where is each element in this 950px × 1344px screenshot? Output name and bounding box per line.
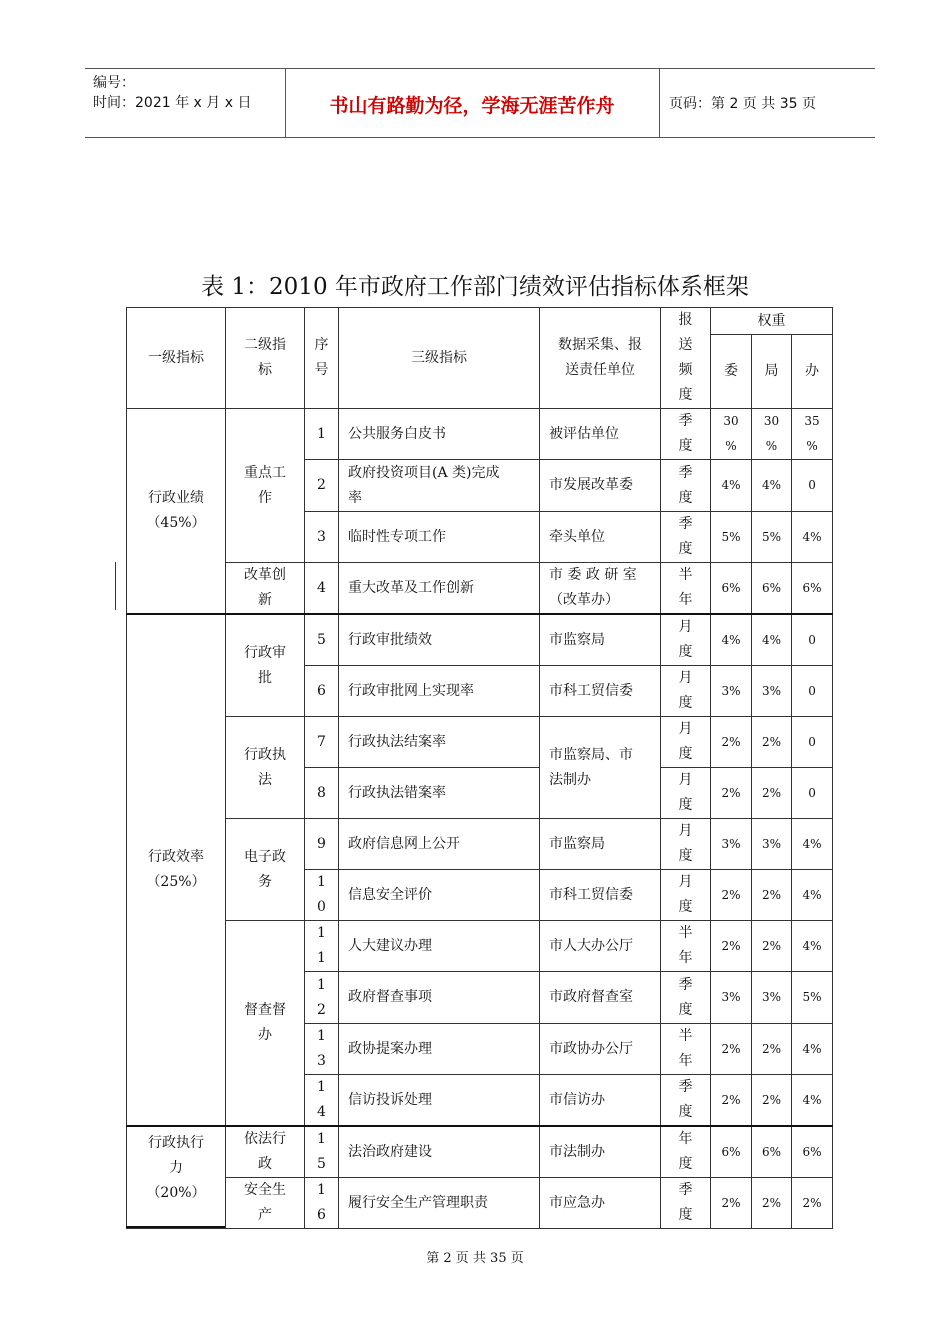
unit-cell: 牵头单位 <box>540 512 661 563</box>
level3-cell: 人大建议办理 <box>339 921 540 972</box>
unit-cell: 市监察局 <box>540 819 661 870</box>
freq-cell: 月 度 <box>661 717 711 768</box>
weight-cell: 4% <box>792 819 833 870</box>
weight-cell: 6% <box>752 1126 792 1178</box>
level3-cell: 政协提案办理 <box>339 1024 540 1075</box>
level2-cell: 行政审 批 <box>226 614 305 717</box>
weight-cell: 4% <box>792 1075 833 1127</box>
level1-cell: 行政效率 （25%） <box>127 614 226 1126</box>
weight-cell: 0 <box>792 768 833 819</box>
header-weight: 权重 <box>711 308 833 335</box>
weight-cell: 2% <box>752 717 792 768</box>
weight-cell: 4% <box>711 614 752 666</box>
freq-cell: 月 度 <box>661 666 711 717</box>
table-row <box>127 717 833 768</box>
table-row <box>127 1178 833 1229</box>
level3-cell: 行政执法错案率 <box>339 768 540 819</box>
header-frequency: 报 送 频 度 <box>661 308 711 409</box>
level3-cell: 政府投资项目(A 类)完成 率 <box>339 460 540 512</box>
weight-cell: 4% <box>792 512 833 563</box>
weight-cell: 3% <box>711 819 752 870</box>
weight-cell: 2% <box>752 1178 792 1229</box>
seq-cell: 7 <box>305 717 339 768</box>
table-row <box>127 921 833 972</box>
header-level3: 三级指标 <box>339 308 540 409</box>
weight-cell: 2% <box>711 1178 752 1229</box>
weight-cell: 2% <box>711 768 752 819</box>
freq-cell: 半 年 <box>661 921 711 972</box>
weight-cell: 35 % <box>792 409 833 460</box>
unit-cell: 市发展改革委 <box>540 460 661 512</box>
freq-cell: 季 度 <box>661 972 711 1024</box>
level2-cell: 改革创 新 <box>226 563 305 615</box>
weight-cell: 5% <box>711 512 752 563</box>
unit-cell: 市科工贸信委 <box>540 666 661 717</box>
seq-cell: 1 2 <box>305 972 339 1024</box>
weight-cell: 5% <box>792 972 833 1024</box>
weight-cell: 2% <box>711 717 752 768</box>
seq-cell: 1 6 <box>305 1178 339 1229</box>
weight-cell: 3% <box>752 819 792 870</box>
weight-cell: 6% <box>792 1126 833 1178</box>
level3-cell: 法治政府建设 <box>339 1126 540 1178</box>
table-row <box>127 409 833 460</box>
unit-cell: 市政府督查室 <box>540 972 661 1024</box>
weight-cell: 30 % <box>711 409 752 460</box>
time-label: 时间：2021 年 x 月 x 日 <box>93 95 252 111</box>
seq-cell: 1 1 <box>305 921 339 972</box>
page-footer: 第 2 页 共 35 页 <box>426 1251 524 1266</box>
level3-cell: 临时性专项工作 <box>339 512 540 563</box>
level2-cell: 电子政 务 <box>226 819 305 921</box>
unit-cell: 市政协办公厅 <box>540 1024 661 1075</box>
weight-cell: 30 % <box>752 409 792 460</box>
weight-cell: 3% <box>711 972 752 1024</box>
table-row <box>127 1126 833 1178</box>
unit-cell: 市信访办 <box>540 1075 661 1127</box>
header-weight-office: 办 <box>792 335 833 409</box>
weight-cell: 2% <box>711 870 752 921</box>
header-unit: 数据采集、报 送责任单位 <box>540 308 661 409</box>
unit-cell: 市人大办公厅 <box>540 921 661 972</box>
level3-cell: 履行安全生产管理职责 <box>339 1178 540 1229</box>
weight-cell: 3% <box>752 666 792 717</box>
seq-cell: 1 0 <box>305 870 339 921</box>
document-header <box>85 68 875 138</box>
level2-cell: 督查督 办 <box>226 921 305 1127</box>
unit-cell: 被评估单位 <box>540 409 661 460</box>
unit-cell: 市 委 政 研 室 （改革办） <box>540 563 661 615</box>
level1-cell: 行政业绩 （45%） <box>127 409 226 615</box>
header-page-info: 页码：第 2 页 共 35 页 <box>669 96 816 112</box>
weight-cell: 2% <box>752 870 792 921</box>
freq-cell: 月 度 <box>661 614 711 666</box>
level3-cell: 政府督查事项 <box>339 972 540 1024</box>
header-motto: 书山有路勤为径，学海无涯苦作舟 <box>329 95 615 117</box>
weight-cell: 4% <box>752 614 792 666</box>
weight-cell: 4% <box>792 921 833 972</box>
header-divider <box>659 69 660 137</box>
weight-cell: 4% <box>792 870 833 921</box>
weight-cell: 3% <box>711 666 752 717</box>
unit-cell: 市监察局、市 法制办 <box>540 717 661 819</box>
weight-cell: 2% <box>711 1024 752 1075</box>
weight-cell: 4% <box>792 1024 833 1075</box>
freq-cell: 月 度 <box>661 870 711 921</box>
weight-cell: 5% <box>752 512 792 563</box>
seq-cell: 5 <box>305 614 339 666</box>
weight-cell: 6% <box>752 563 792 615</box>
header-weight-committee: 委 <box>711 335 752 409</box>
unit-cell: 市监察局 <box>540 614 661 666</box>
level3-cell: 行政审批绩效 <box>339 614 540 666</box>
margin-mark <box>115 562 116 610</box>
header-seq: 序 号 <box>305 308 339 409</box>
level2-cell: 行政执 法 <box>226 717 305 819</box>
seq-cell: 9 <box>305 819 339 870</box>
freq-cell: 年 度 <box>661 1126 711 1178</box>
weight-cell: 0 <box>792 460 833 512</box>
indicator-table <box>126 307 833 1229</box>
level1-cell: 行政执行 力 （20%） <box>127 1126 226 1229</box>
seq-cell: 3 <box>305 512 339 563</box>
seq-cell: 2 <box>305 460 339 512</box>
table-header-row <box>127 308 833 335</box>
header-level1: 一级指标 <box>127 308 226 409</box>
freq-cell: 半 年 <box>661 563 711 615</box>
freq-cell: 季 度 <box>661 512 711 563</box>
table-row <box>127 614 833 666</box>
table-bottom-rule <box>126 1226 225 1228</box>
level2-cell: 依法行 政 <box>226 1126 305 1178</box>
freq-cell: 月 度 <box>661 819 711 870</box>
seq-cell: 1 5 <box>305 1126 339 1178</box>
weight-cell: 2% <box>752 1024 792 1075</box>
weight-cell: 0 <box>792 614 833 666</box>
unit-cell: 市法制办 <box>540 1126 661 1178</box>
seq-cell: 1 4 <box>305 1075 339 1127</box>
level3-cell: 信息安全评价 <box>339 870 540 921</box>
level3-cell: 政府信息网上公开 <box>339 819 540 870</box>
level3-cell: 行政审批网上实现率 <box>339 666 540 717</box>
header-level2: 二级指 标 <box>226 308 305 409</box>
unit-cell: 市应急办 <box>540 1178 661 1229</box>
weight-cell: 3% <box>752 972 792 1024</box>
seq-cell: 8 <box>305 768 339 819</box>
unit-cell: 市科工贸信委 <box>540 870 661 921</box>
header-weight-bureau: 局 <box>752 335 792 409</box>
level2-cell: 重点工 作 <box>226 409 305 563</box>
freq-cell: 季 度 <box>661 409 711 460</box>
seq-cell: 6 <box>305 666 339 717</box>
weight-cell: 0 <box>792 717 833 768</box>
header-meta <box>93 73 251 113</box>
number-label: 编号： <box>93 75 135 91</box>
seq-cell: 1 3 <box>305 1024 339 1075</box>
level2-cell: 安全生 产 <box>226 1178 305 1229</box>
weight-cell: 4% <box>752 460 792 512</box>
weight-cell: 6% <box>711 1126 752 1178</box>
weight-cell: 6% <box>792 563 833 615</box>
freq-cell: 季 度 <box>661 460 711 512</box>
level3-cell: 公共服务白皮书 <box>339 409 540 460</box>
weight-cell: 2% <box>792 1178 833 1229</box>
weight-cell: 2% <box>752 1075 792 1127</box>
seq-cell: 1 <box>305 409 339 460</box>
weight-cell: 4% <box>711 460 752 512</box>
weight-cell: 2% <box>711 1075 752 1127</box>
table-row <box>127 563 833 615</box>
table-title: 表 1：2010 年市政府工作部门绩效评估指标体系框架 <box>201 274 749 300</box>
seq-cell: 4 <box>305 563 339 615</box>
freq-cell: 月 度 <box>661 768 711 819</box>
level3-cell: 信访投诉处理 <box>339 1075 540 1127</box>
weight-cell: 2% <box>711 921 752 972</box>
freq-cell: 季 度 <box>661 1178 711 1229</box>
freq-cell: 半 年 <box>661 1024 711 1075</box>
weight-cell: 2% <box>752 768 792 819</box>
freq-cell: 季 度 <box>661 1075 711 1127</box>
weight-cell: 6% <box>711 563 752 615</box>
weight-cell: 0 <box>792 666 833 717</box>
level3-cell: 重大改革及工作创新 <box>339 563 540 615</box>
level3-cell: 行政执法结案率 <box>339 717 540 768</box>
weight-cell: 2% <box>752 921 792 972</box>
table-row <box>127 819 833 870</box>
